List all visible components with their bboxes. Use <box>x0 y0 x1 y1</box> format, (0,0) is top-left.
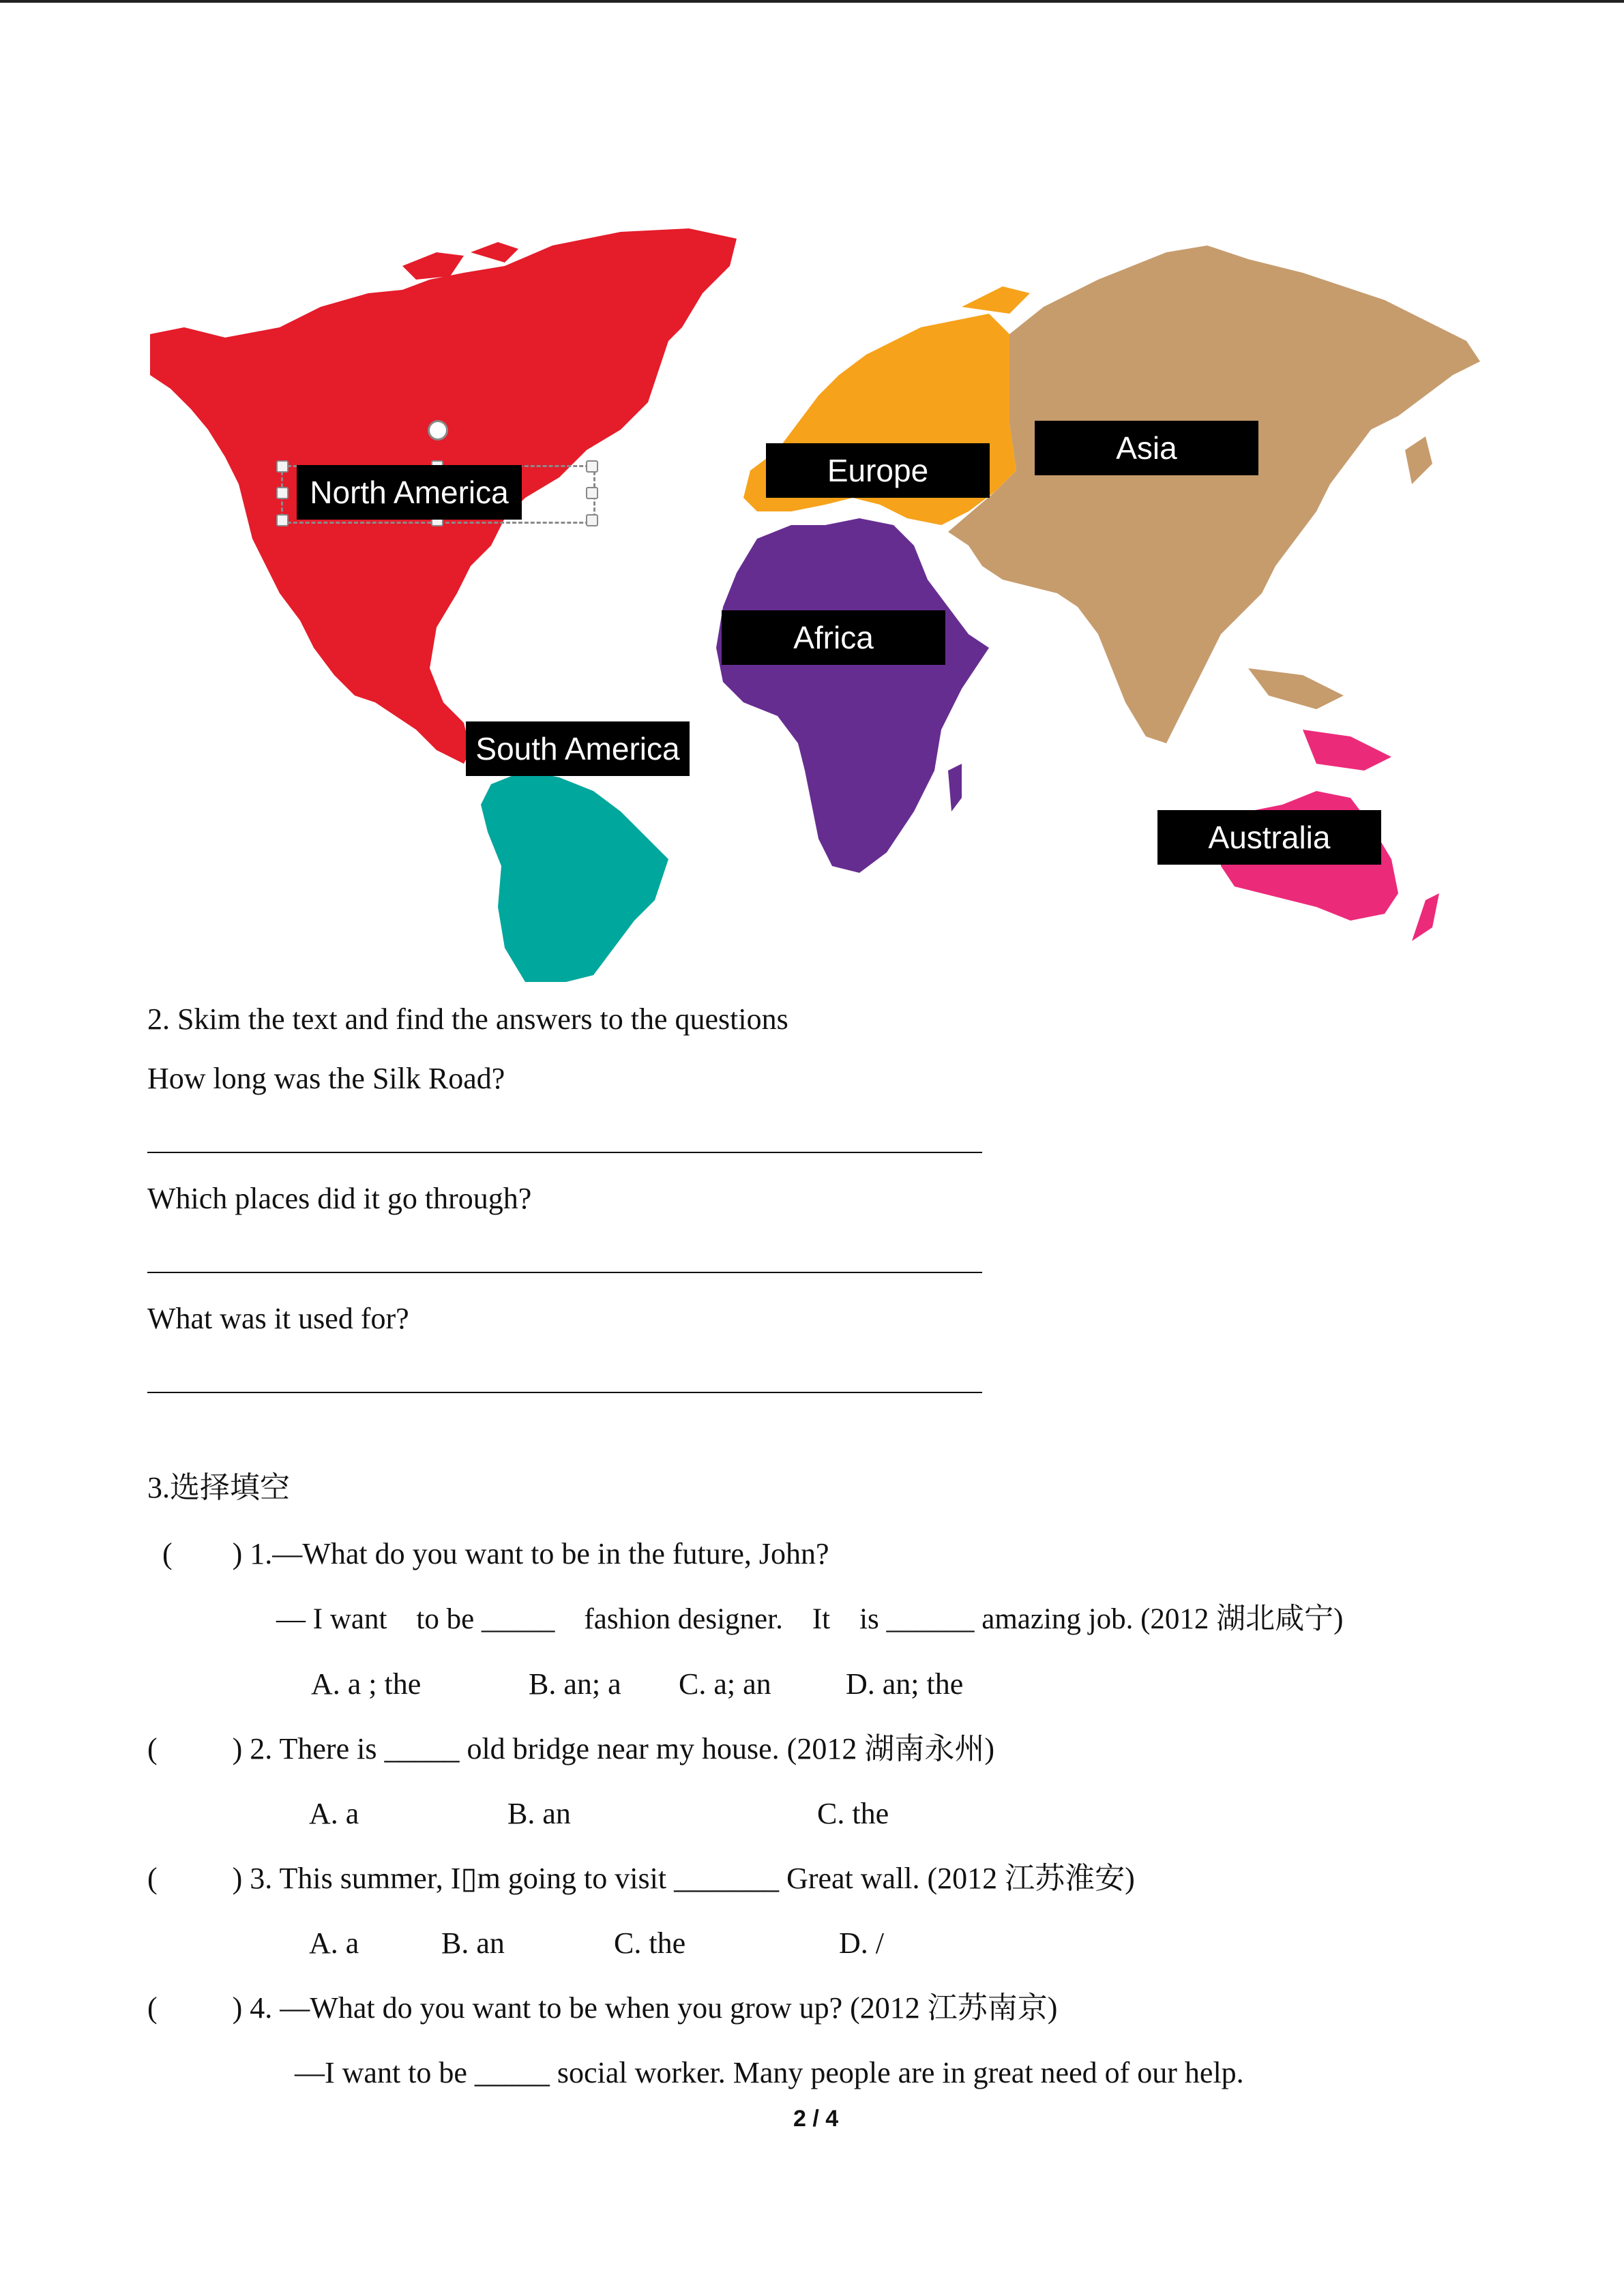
item-3-option-a: A. a <box>309 1926 359 1960</box>
question-3: What was it used for? <box>147 1302 409 1335</box>
item-3-option-b: B. an <box>441 1926 505 1960</box>
label-africa: Africa <box>722 610 945 665</box>
item-1-question: ( ) 1.—What do you want to be in the future, John? <box>147 1537 829 1570</box>
label-australia: Australia <box>1157 810 1381 865</box>
label-north-america[interactable]: North America <box>297 465 522 520</box>
resize-handle[interactable] <box>276 487 289 499</box>
resize-handle[interactable] <box>586 487 598 499</box>
answer-line-2[interactable] <box>147 1272 982 1273</box>
answer-line-1[interactable] <box>147 1152 982 1153</box>
resize-handle[interactable] <box>276 460 289 473</box>
section2-heading: 2. Skim the text and find the answers to the questions <box>147 1002 788 1036</box>
item-2-option-b: B. an <box>507 1797 571 1830</box>
item-2-question: ( ) 2. There is _____ old bridge near my house. (2012 湖南永州) <box>147 1732 994 1765</box>
item-1-option-c: C. a; an <box>679 1667 771 1701</box>
africa-shape <box>716 518 989 873</box>
label-south-america: South America <box>466 721 690 776</box>
item-4-question: ( ) 4. —What do you want to be when you grow up? (2012 江苏南京) <box>147 1991 1058 2025</box>
answer-line-3[interactable] <box>147 1392 982 1393</box>
section3-heading: 3.选择填空 <box>147 1471 290 1504</box>
item-1-option-d: D. an; the <box>846 1667 964 1701</box>
continents-svg <box>143 225 1487 982</box>
page-number: 2 / 4 <box>793 2106 839 2132</box>
item-3-option-c: C. the <box>614 1926 686 1960</box>
label-europe: Europe <box>766 443 990 498</box>
item-1-option-b: B. an; a <box>529 1667 621 1701</box>
item-4-answer-line: —I want to be _____ social worker. Many people are in great need of our help. <box>295 2056 1244 2089</box>
resize-handle[interactable] <box>276 514 289 526</box>
resize-handle[interactable] <box>586 460 598 473</box>
question-2: Which places did it go through? <box>147 1182 532 1215</box>
item-1-answer-line: — I want to be _____ fashion designer. It is ______ amazing job. (2012 湖北咸宁) <box>276 1603 1344 1635</box>
item-2-option-a: A. a <box>309 1797 359 1830</box>
page-top-border <box>0 0 1624 3</box>
label-asia: Asia <box>1035 421 1258 475</box>
question-1: How long was the Silk Road? <box>147 1062 505 1095</box>
item-2-option-c: C. the <box>817 1797 889 1830</box>
item-3-option-d: D. / <box>839 1926 884 1960</box>
rotate-handle[interactable] <box>428 420 448 441</box>
south-america-shape <box>481 771 668 982</box>
asia-shape <box>948 245 1480 743</box>
world-map <box>143 225 1487 982</box>
resize-handle[interactable] <box>586 514 598 526</box>
item-1-option-a: A. a ; the <box>311 1667 422 1701</box>
item-3-question: ( ) 3. This summer, I▯m going to visit _______ Great wall. (2012 江苏淮安) <box>147 1862 1135 1895</box>
